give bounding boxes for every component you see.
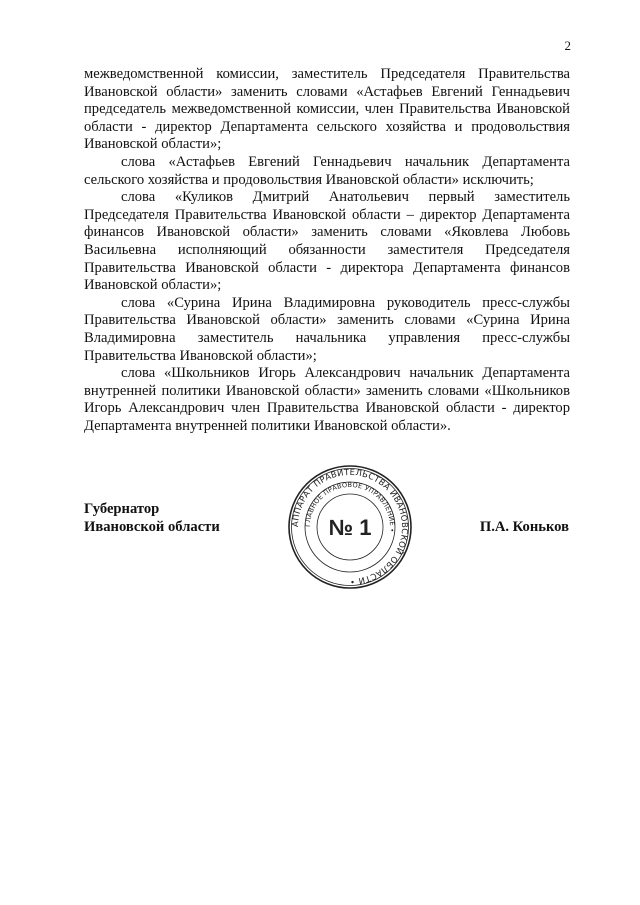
- paragraph-astafiev-exclude: слова «Астафьев Евгений Геннадьевич начальник Департамента сельского хозяйства и продовольствия Ивановской области» исключить;: [84, 153, 570, 188]
- document-body: [84, 66, 570, 435]
- paragraph-kulikov: слова «Куликов Дмитрий Анатольевич первый заместитель Председателя Правительства Ивановской области – директор Департамента финансов Ивановской области» заменить словами «Яковлева Любовь Васильевна исполняющий обязанности заместителя Председателя Правительства Ивановской области - директора Департамента финансов Ивановской области»;: [84, 189, 570, 294]
- signature-position: [84, 500, 220, 536]
- seal-inner-text: ГЛАВНОЕ ПРАВОВОЕ УПРАВЛЕНИЕ •: [303, 480, 397, 533]
- signature-position-line1: Губернатор: [84, 501, 160, 517]
- official-seal-stamp: [287, 464, 413, 590]
- signature-name: П.А. Коньков: [479, 519, 569, 535]
- seal-ring-text: АППАРАТ ПРАВИТЕЛЬСТВА ИВАНОВСКОЙ ОБЛАСТИ •: [289, 466, 411, 588]
- page-number: 2: [564, 38, 571, 53]
- paragraph-shkolnikov: слова «Школьников Игорь Александрович начальник Департамента внутренней политики Ивановской области» заменить словами «Школьников Игорь Александрович член Правительства Ивановской области - директор Департамента внутренней политики Ивановской области».: [84, 365, 570, 434]
- paragraph-continuation: межведомственной комиссии, заместитель Председателя Правительства Ивановской области» заменить словами «Астафьев Евгений Геннадьевич председатель межведомственной комиссии, член Правительства Ивановской области - директор Департамента сельского хозяйства и продовольствия Ивановской области»;: [84, 66, 570, 153]
- paragraph-surina: слова «Сурина Ирина Владимировна руководитель пресс-службы Правительства Ивановской области» заменить словами «Сурина Ирина Владимировна заместитель начальника управления пресс-службы Правительства Ивановской области»;: [84, 294, 570, 364]
- signature-position-line2: Ивановской области: [84, 519, 220, 535]
- seal-number: № 1: [328, 515, 372, 540]
